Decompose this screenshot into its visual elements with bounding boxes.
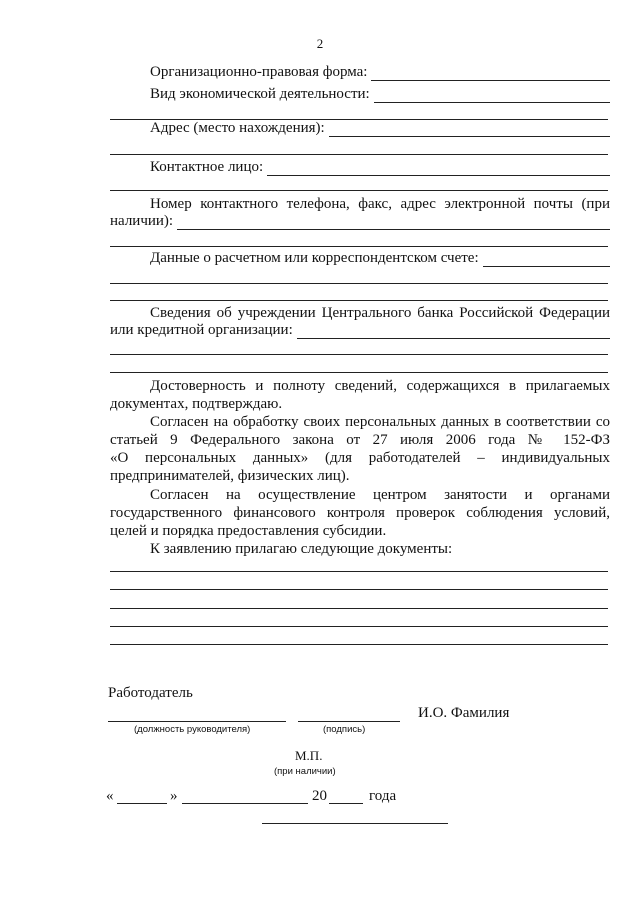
bank-label-line-1: Сведения об учреждении Центрального банка Российской Федерации [150,305,610,321]
phone-label-line-2: наличии): [110,213,174,229]
address-field[interactable] [329,123,610,137]
phone-field-line-2[interactable] [110,246,608,247]
contact-person-row [150,159,610,176]
contact-person-label: Контактное лицо: [150,159,264,175]
bank-field-line-2[interactable] [110,354,608,355]
account-row [150,250,610,267]
statement-consent-line-1: Согласен на обработку своих персональных данных в соответствии со [150,414,610,430]
attachment-line-1[interactable] [110,571,608,572]
attachment-line-4[interactable] [110,626,608,627]
signer-name: И.О. Фамилия [418,705,510,721]
position-caption: (должность руководителя) [134,724,251,735]
contact-person-field[interactable] [267,162,610,176]
attachment-line-3[interactable] [110,608,608,609]
address-label: Адрес (место нахождения): [150,120,325,136]
phone-field[interactable] [177,216,610,230]
bank-label-line-2: или кредитной организации: [110,322,293,338]
statement-consent-line-3: «О персональных данных» (для работодателей – индивидуальных [110,450,610,466]
signature-caption: (подпись) [323,724,366,735]
bank-row [110,322,610,339]
date-close-quote: » [170,788,178,804]
stamp-caption: (при наличии) [274,766,336,777]
bottom-signature-line[interactable] [262,823,448,824]
date-year-prefix: 20 [312,788,327,804]
statement-accuracy-line-2: документах, подтверждаю. [110,396,283,412]
activity-label: Вид экономической деятельности: [150,86,370,102]
phone-label-line-1: Номер контактного телефона, факс, адрес электронной почты (при [150,196,610,212]
date-day-field[interactable] [117,803,167,804]
org-form-row [150,64,610,81]
date-year-field[interactable] [329,803,363,804]
statement-consent-line-2: статьей 9 Федерального закона от 27 июля 2006 года № 152-ФЗ [110,432,610,448]
address-field-line-2[interactable] [110,154,608,155]
date-open-quote: « [106,788,114,804]
position-field[interactable] [108,721,286,722]
activity-field[interactable] [374,89,610,103]
contact-person-field-line-2[interactable] [110,190,608,191]
statement-accuracy-line-1: Достоверность и полноту сведений, содержащихся в прилагаемых [150,378,610,394]
date-month-field[interactable] [182,803,308,804]
attachments-label: К заявлению прилагаю следующие документы: [150,541,453,557]
account-field-line-3[interactable] [110,300,608,301]
account-field-line-2[interactable] [110,283,608,284]
account-label: Данные о расчетном или корреспондентском счете: [150,250,479,266]
stamp-label: М.П. [295,748,323,763]
account-field[interactable] [483,253,610,267]
statement-inspection-line-3: целей и порядка предоставления субсидии. [110,523,387,539]
attachment-line-5[interactable] [110,644,608,645]
statement-inspection-line-2: государственного финансового контроля проверок соблюдения условий, [110,505,610,521]
activity-row [150,86,610,103]
statement-inspection-line-1: Согласен на осуществление центром занятости и органами [150,487,610,503]
signature-field[interactable] [298,721,400,722]
page-number: 2 [316,36,324,51]
address-row [150,120,610,137]
org-form-label: Организационно-правовая форма: [150,64,368,80]
bank-field[interactable] [297,325,610,339]
statement-consent-line-4: предпринимателей, физических лиц). [110,468,350,484]
date-year-suffix: года [369,788,397,804]
org-form-field[interactable] [371,67,610,81]
attachment-line-2[interactable] [110,589,608,590]
employer-label: Работодатель [108,685,193,701]
bank-field-line-3[interactable] [110,372,608,373]
phone-row [110,213,610,230]
